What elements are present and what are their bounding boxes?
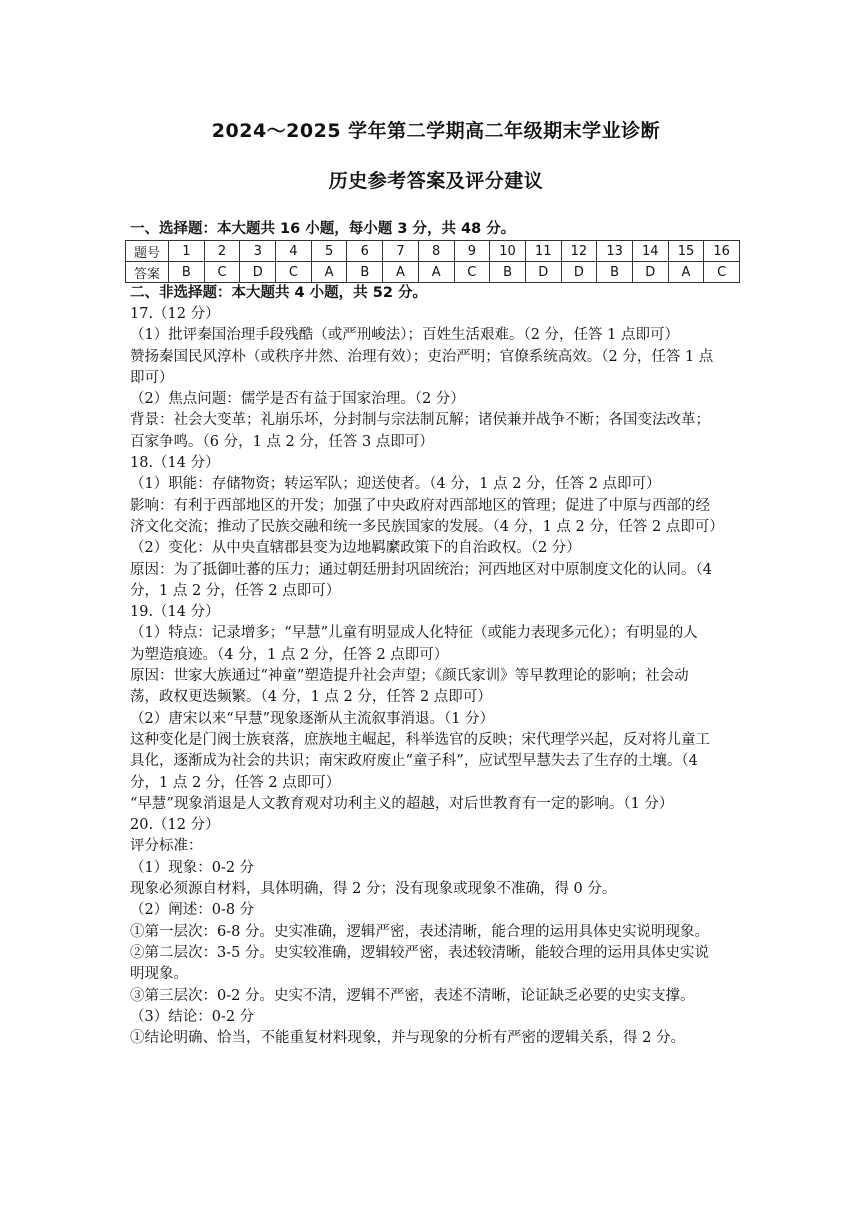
document-subtitle: 历史参考答案及评分建议 [328,170,544,192]
answer-line: （2）阐述：0-8 分 [130,902,255,919]
question-number-cell: 8 [418,241,454,262]
answer-cell: A [668,262,704,283]
answer-cell: D [632,262,668,283]
answer-line: 明现象。 [130,966,188,983]
answer-cell: D [525,262,561,283]
question-number-row [126,241,740,262]
answer-line: 分，1 点 2 分，任答 2 点即可） [130,582,341,599]
answer-line: （1）职能：存储物资；转运军队；迎送使者。（4 分，1 点 2 分，任答 2 点即可） [130,476,661,493]
answer-line: （2）焦点问题：儒学是否有益于国家治理。（2 分） [130,391,465,408]
answer-line: （1）特点：记录增多；“早慧”儿童有明显成人化特征（或能力表现多元化）；有明显的人 [130,625,698,642]
question-number-cell: 10 [490,241,526,262]
document-title: 2024～2025 学年第二学期高二年级期末学业诊断 [211,120,661,142]
answer-line: 百家争鸣。（6 分，1 点 2 分，任答 3 点即可） [130,433,434,450]
section1-heading: 一、选择题：本大题共 16 小题，每小题 3 分，共 48 分。 [130,221,516,237]
row-label-answer: 答案 [126,262,169,283]
answer-line: 现象必须源自材料，具体明确，得 2 分；没有现象或现象不准确，得 0 分。 [130,881,617,898]
answer-line: （1）批评秦国治理手段残酷（或严刑峻法）；百姓生活艰难。（2 分，任答 1 点即可） [130,327,680,344]
row-label-question-number: 题号 [126,241,169,262]
question-number-cell: 14 [632,241,668,262]
answer-cell: A [418,262,454,283]
question-number-cell: 16 [704,241,740,262]
answer-line: （2）变化：从中央直辖郡县变为边地羁縻政策下的自治政权。（2 分） [130,540,581,557]
section2-body [130,304,742,1049]
answer-line: 赞扬秦国民风淳朴（或秩序井然、治理有效）；吏治严明；官僚系统高效。（2 分，任答 1 点 [130,348,714,365]
answer-line: ②第二层次：3-5 分。史实较准确，逻辑较严密，表述较清晰，能较合理的运用具体史实说 [130,944,709,961]
answer-cell: D [240,262,276,283]
answer-line: ①第一层次：6-8 分。史实准确，逻辑严密，表述清晰，能合理的运用具体史实说明现象。 [130,923,709,940]
question-heading: 19.（14 分） [130,604,220,621]
question-number-cell: 11 [525,241,561,262]
answer-cell: C [704,262,740,283]
question-heading: 17.（12 分） [130,306,220,322]
answer-line: 分，1 点 2 分，任答 2 点即可） [130,774,341,791]
question-heading: 20.（12 分） [130,817,220,834]
answer-line: 这种变化是门阀士族衰落，庶族地主崛起，科举选官的反映；宋代理学兴起，反对将儿童工 [130,731,710,748]
question-number-cell: 13 [597,241,633,262]
answer-line: ①结论明确、恰当，不能重复材料现象，并与现象的分析有严密的逻辑关系，得 2 分。 [130,1030,685,1047]
answer-cell: C [204,262,240,283]
answer-document [130,110,742,1049]
answer-cell: B [169,262,205,283]
answer-line: 背景：社会大变革；礼崩乐坏，分封制与宗法制瓦解；诸侯兼并战争不断；各国变法改革； [130,412,710,429]
question-number-cell: 3 [240,241,276,262]
answer-line: （1）现象：0-2 分 [130,859,255,876]
answer-line: “早慧”现象消退是人文教育观对功利主义的超越，对后世教育有一定的影响。（1 分） [130,795,674,812]
question-number-cell: 1 [169,241,205,262]
answer-line: 为塑造痕迹。（4 分，1 点 2 分，任答 2 点即可） [130,646,449,663]
question-number-cell: 5 [311,241,347,262]
answer-cell: D [561,262,597,283]
question-number-cell: 12 [561,241,597,262]
section2-heading: 二、非选择题：本大题共 4 小题，共 52 分。 [130,285,427,301]
question-number-cell: 9 [454,241,490,262]
question-number-cell: 2 [204,241,240,262]
answer-cell: B [490,262,526,283]
answer-line: 即可） [130,369,174,386]
answer-key-table [125,240,740,283]
answer-line: 荡，政权更迭频繁。（4 分，1 点 2 分，任答 2 点即可） [130,689,492,706]
answer-line: 济文化交流；推动了民族交融和统一多民族国家的发展。（4 分，1 点 2 分，任答 2 点即可） [130,518,724,535]
answer-line: ③第三层次：0-2 分。史实不清，逻辑不严密，表述不清晰，论证缺乏必要的史实支撑。 [130,987,695,1004]
answer-cell: B [597,262,633,283]
question-number-cell: 15 [668,241,704,262]
answer-cell: C [454,262,490,283]
answer-cell: B [347,262,383,283]
answer-line: 具化，逐渐成为社会的共识；南宋政府废止“童子科”，应试型早慧失去了生存的土壤。（4 [130,753,698,770]
question-heading: 18.（14 分） [130,455,220,472]
answer-cell: A [383,262,419,283]
answer-row [126,262,740,283]
question-number-cell: 4 [276,241,312,262]
answer-cell: C [276,262,312,283]
answer-line: 原因：为了抵御吐蕃的压力；通过朝廷册封巩固统治；河西地区对中原制度文化的认同。（4 [130,561,712,578]
answer-line: 评分标准： [130,838,203,855]
answer-line: （2）唐宋以来“早慧”现象逐渐从主流叙事消退。（1 分） [130,710,495,727]
answer-cell: A [311,262,347,283]
answer-line: 影响：有利于西部地区的开发；加强了中央政府对西部地区的管理；促进了中原与西部的经 [130,497,710,514]
question-number-cell: 6 [347,241,383,262]
answer-line: 原因：世家大族通过“神童”塑造提升社会声望；《颜氏家训》等早教理论的影响；社会动 [130,668,689,685]
question-number-cell: 7 [383,241,419,262]
answer-line: （3）结论：0-2 分 [130,1008,255,1025]
